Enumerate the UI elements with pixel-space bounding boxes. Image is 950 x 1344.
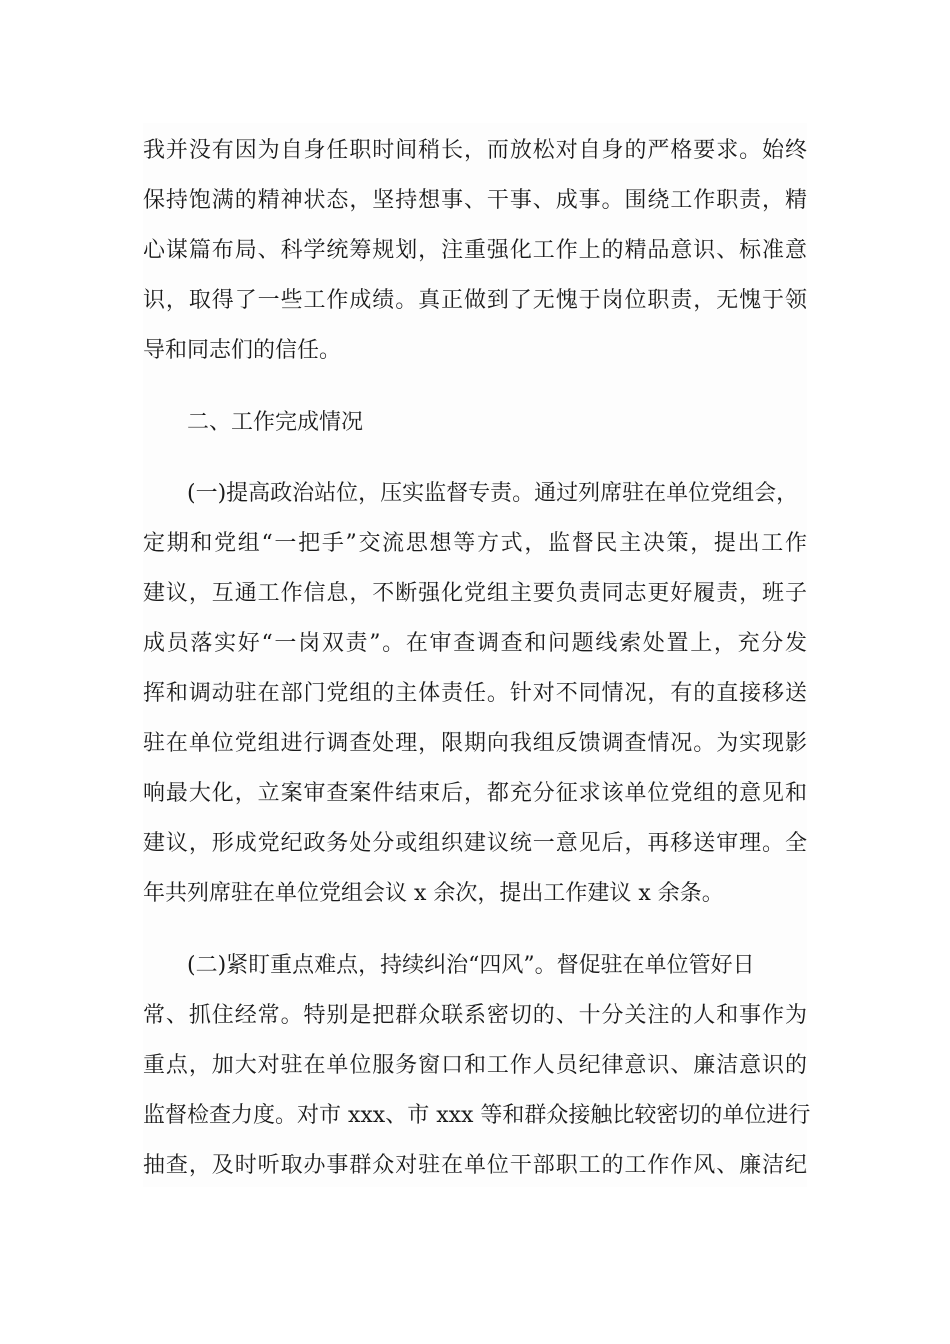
paragraph-1-line-1: 我并没有因为自身任职时间稍长，而放松对自身的严格要求。始终 [143, 138, 807, 163]
paragraph-2-line-5: 挥和调动驻在部门党组的主体责任。针对不同情况，有的直接移送 [143, 681, 807, 706]
paragraph-3-line-3: 重点，加大对驻在单位服务窗口和工作人员纪律意识、廉洁意识的 [143, 1053, 807, 1078]
paragraph-3-line-5: 抽查，及时听取办事群众对驻在单位干部职工的工作作风、廉洁纪 [143, 1153, 807, 1178]
paragraph-2-line-9: 年共列席驻在单位党组会议 x 余次，提出工作建议 x 余条。 [143, 881, 724, 906]
paragraph-3-line-2: 常、抓住经常。特别是把群众联系密切的、十分关注的人和事作为 [143, 1003, 807, 1028]
document-body [143, 123, 811, 1187]
paragraph-2-line-6: 驻在单位党组进行调查处理，限期向我组反馈调查情况。为实现影 [143, 731, 807, 756]
paragraph-1-line-4: 识，取得了一些工作成绩。真正做到了无愧于岗位职责，无愧于领 [143, 288, 807, 313]
paragraph-2-line-4: 成员落实好“一岗双责”。在审查调查和问题线索处置上，充分发 [143, 631, 807, 656]
paragraph-1-line-2: 保持饱满的精神状态，坚持想事、干事、成事。围绕工作职责，精 [143, 188, 807, 213]
paragraph-1-line-5: 导和同志们的信任。 [143, 338, 342, 363]
paragraph-1-line-3: 心谋篇布局、科学统筹规划，注重强化工作上的精品意识、标准意 [143, 238, 807, 263]
paragraph-2-line-3: 建议，互通工作信息，不断强化党组主要负责同志更好履责，班子 [143, 581, 807, 606]
paragraph-2-line-2: 定期和党组“一把手”交流思想等方式，监督民主决策，提出工作 [143, 531, 807, 556]
paragraph-2-line-8: 建议，形成党纪政务处分或组织建议统一意见后，再移送审理。全 [143, 831, 807, 856]
paragraph-2-line-1: (一)提高政治站位，压实监督专责。通过列席驻在单位党组会， [187, 481, 799, 506]
section-heading: 二、工作完成情况 [187, 410, 364, 435]
paragraph-3-line-4: 监督检查力度。对市 xxx、市 xxx 等和群众接触比较密切的单位进行 [143, 1103, 811, 1128]
paragraph-2-line-7: 响最大化，立案审查案件结束后，都充分征求该单位党组的意见和 [143, 781, 807, 806]
paragraph-3-line-1: (二)紧盯重点难点，持续纠治“四风”。督促驻在单位管好日 [187, 953, 755, 978]
